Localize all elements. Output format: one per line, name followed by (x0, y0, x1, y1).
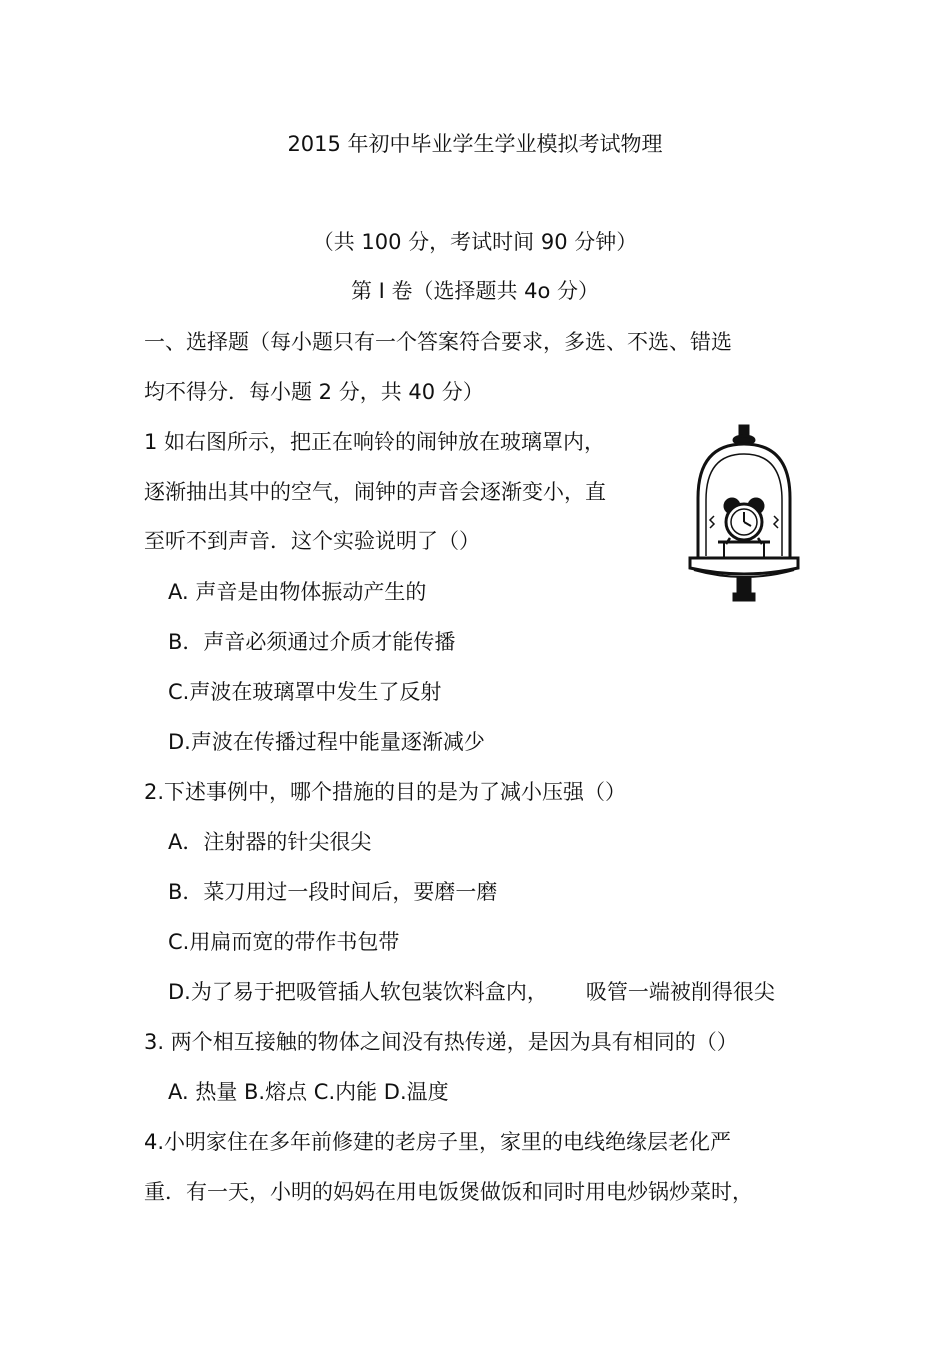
q2-option-d-part1: D.为了易于把吸管插人软包装饮料盒内， (168, 980, 548, 1004)
q4-stem-line1: 4.小明家住在多年前修建的老房子里，家里的电线绝缘层老化严 (144, 1130, 732, 1154)
part-heading: 第 I 卷（选择题共 4o 分） (350, 279, 600, 303)
q2-option-d-part2: 吸管一端被削得很尖 (585, 980, 775, 1004)
q1-stem-line3: 至听不到声音．这个实验说明了（） (144, 529, 480, 553)
q3-stem: 3. 两个相互接触的物体之间没有热传递，是因为具有相同的（） (144, 1030, 738, 1054)
bell-jar-alarm-clock-illustration (684, 418, 804, 610)
q2-stem: 2.下述事例中，哪个措施的目的是为了减小压强（） (144, 780, 627, 804)
exam-info: （共 100 分，考试时间 90 分钟） (312, 230, 638, 254)
q1-option-a: A. 声音是由物体振动产生的 (168, 580, 427, 604)
q2-option-d (168, 978, 775, 1006)
q1-option-d: D.声波在传播过程中能量逐渐减少 (168, 730, 485, 754)
q2-option-b: B．菜刀用过一段时间后，要磨一磨 (168, 880, 498, 904)
q2-option-c: C.用扁而宽的带作书包带 (168, 930, 400, 954)
q2-option-a: A．注射器的针尖很尖 (168, 830, 372, 854)
q1-stem-line2: 逐渐抽出其中的空气，闹钟的声音会逐渐变小，直 (144, 480, 606, 504)
section-instructions-line2: 均不得分．每小题 2 分，共 40 分） (144, 380, 484, 404)
exam-title: 2015 年初中毕业学生学业模拟考试物理 (287, 132, 663, 156)
section-instructions-line1: 一、选择题（每小题只有一个答案符合要求，多选、不选、错选 (144, 330, 732, 354)
q3-options: A. 热量 B.熔点 C.内能 D.温度 (168, 1080, 449, 1104)
q1-option-b: B．声音必须通过介质才能传播 (168, 630, 456, 654)
q1-stem-line1: 1 如右图所示，把正在响铃的闹钟放在玻璃罩内， (144, 430, 606, 454)
q1-option-c: C.声波在玻璃罩中发生了反射 (168, 680, 442, 704)
q4-stem-line2: 重．有一天，小明的妈妈在用电饭煲做饭和同时用电炒锅炒菜时， (144, 1180, 753, 1204)
